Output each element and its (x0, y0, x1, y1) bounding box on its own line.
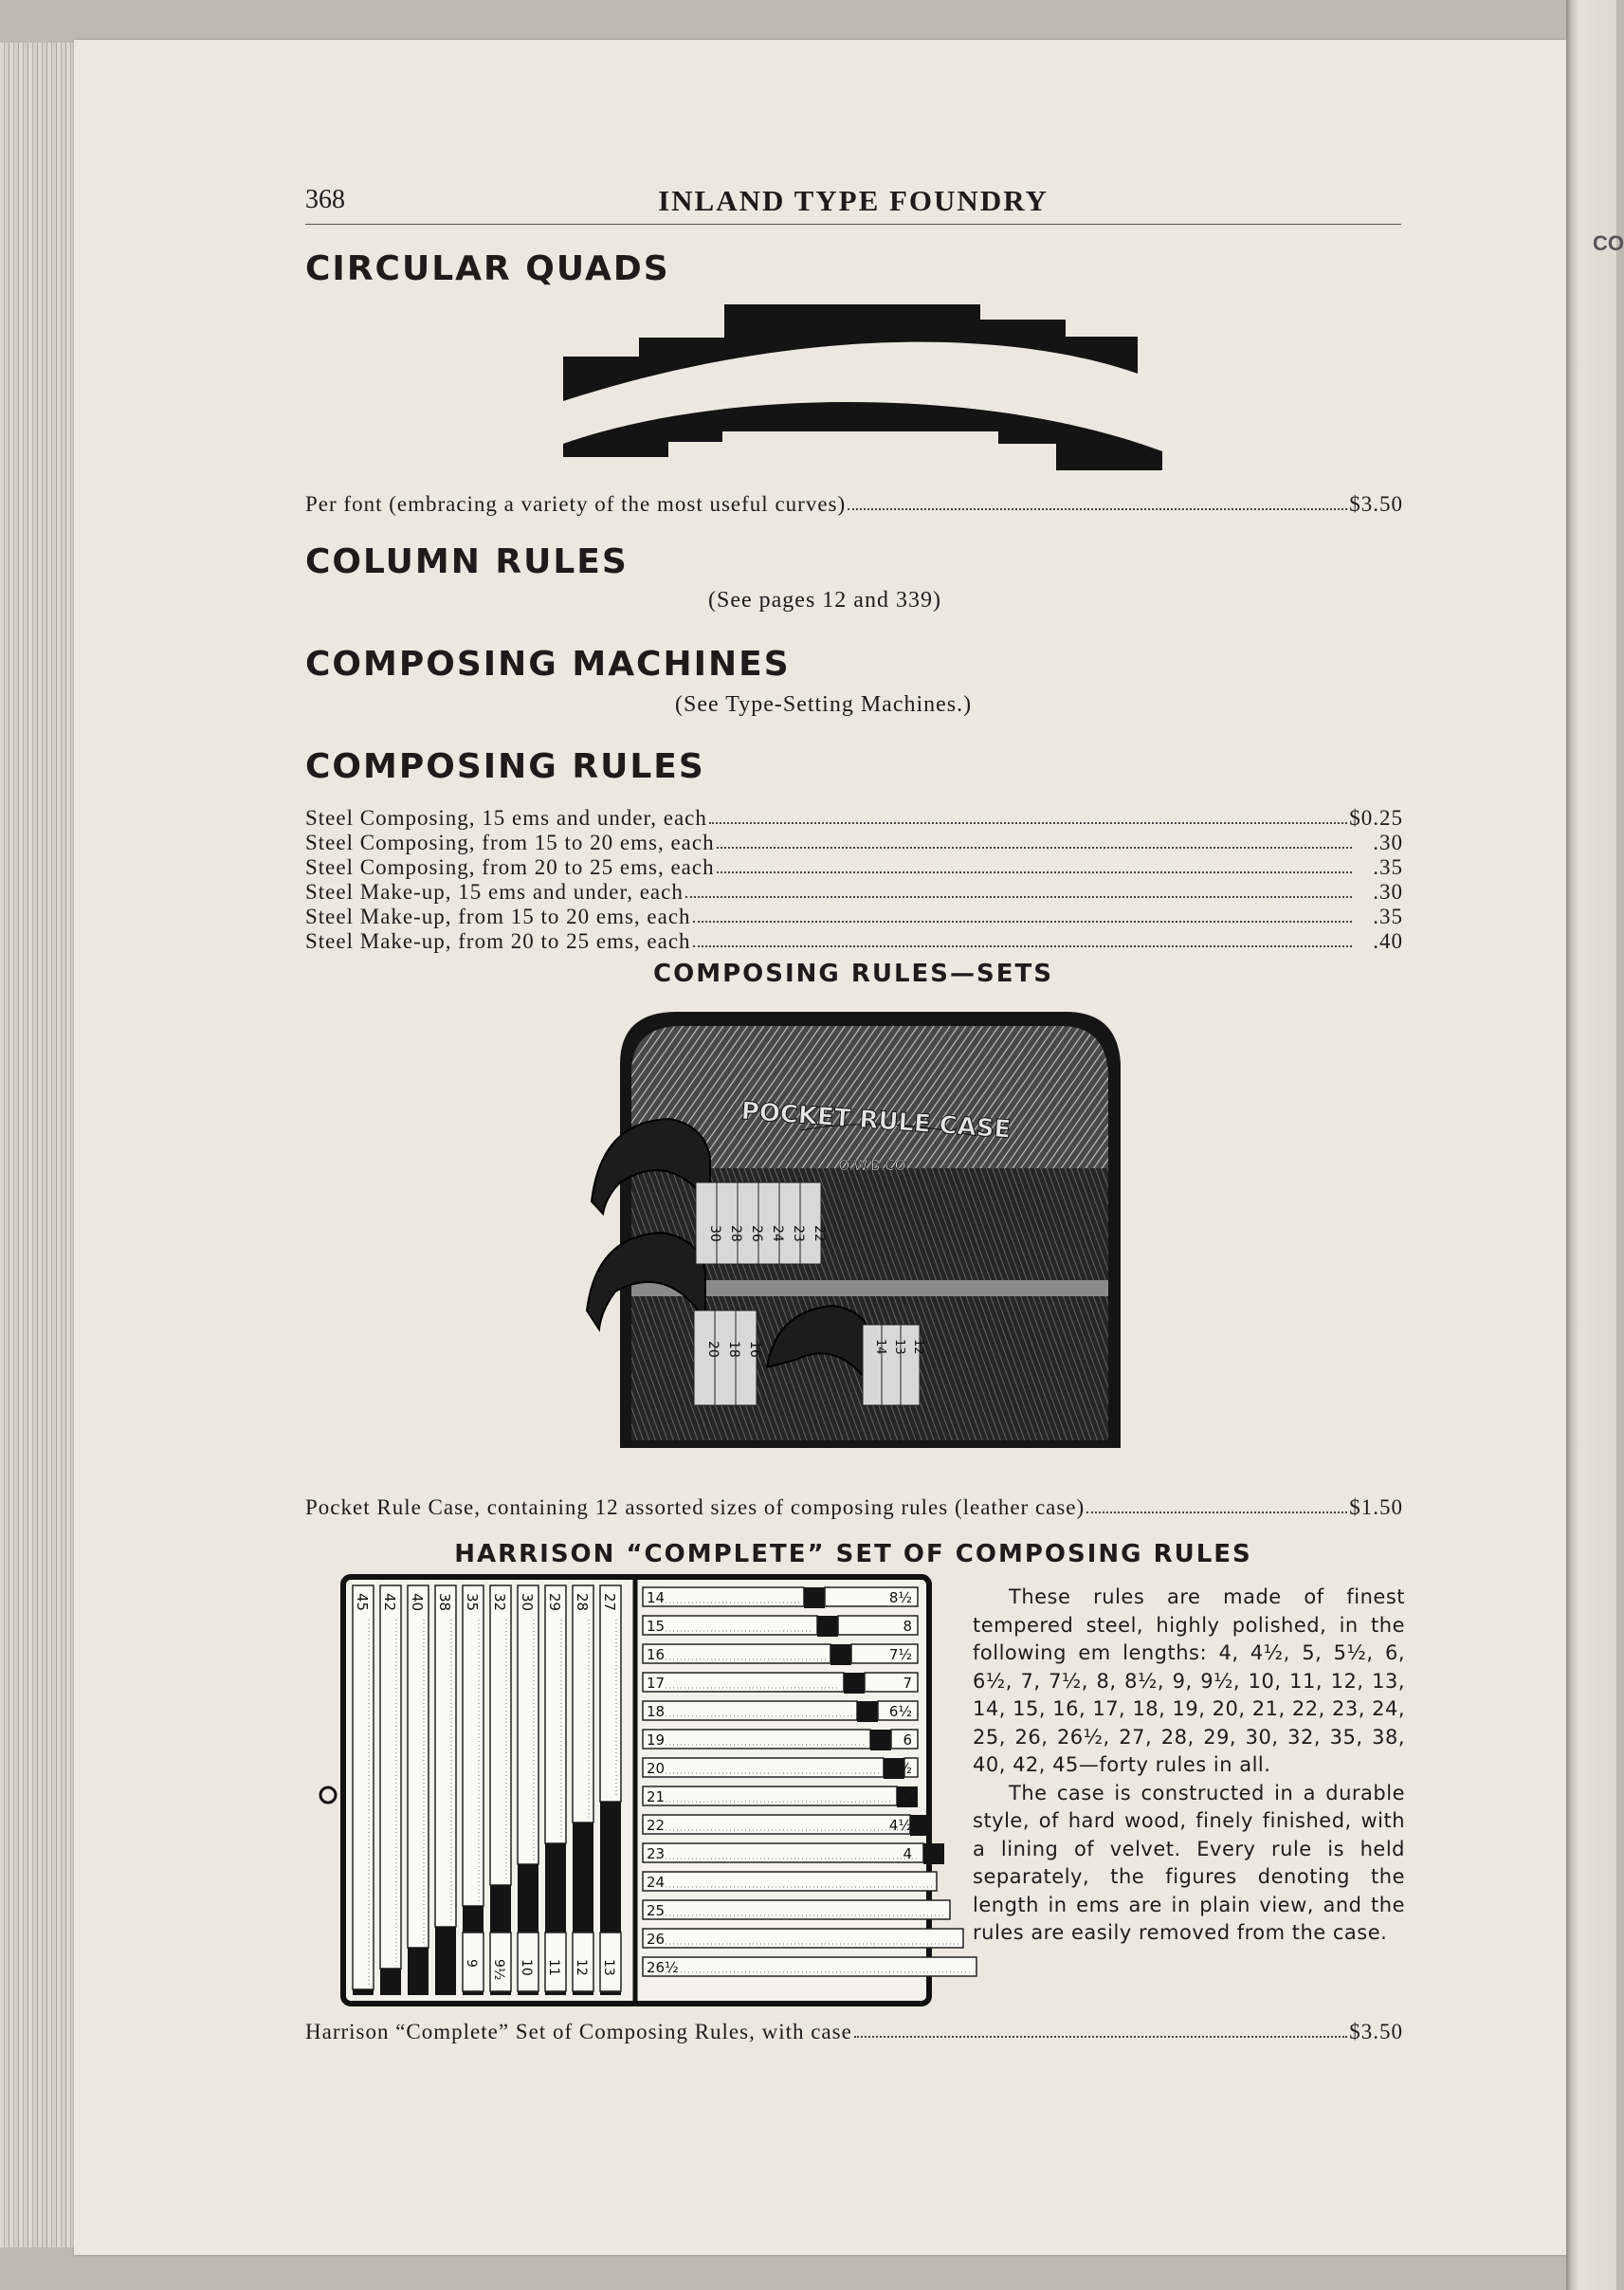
harrison-rule (643, 1929, 963, 1948)
harrison-rule-short (463, 1933, 484, 1991)
harrison-rule-short (545, 1933, 566, 1991)
rule-size-label: 10 (519, 1959, 534, 1976)
rule-size-label: 4 (903, 1845, 912, 1862)
rule-size-label: 45 (354, 1593, 371, 1612)
top-row-rules (696, 1182, 821, 1264)
rule-size-label: 32 (491, 1593, 508, 1612)
rule-size-label: 18 (647, 1703, 666, 1720)
facing-page-fragment: CO (1593, 231, 1624, 255)
rule-size-label: 30 (707, 1225, 722, 1242)
harrison-rule (643, 1730, 891, 1750)
harrison-rule-short (838, 1616, 918, 1635)
price-list-item: Steel Composing, from 15 to 20 ems, each .30 (305, 831, 1403, 854)
rule-size-label: 13 (892, 1339, 906, 1355)
harrison-rule (643, 1957, 976, 1976)
pocket-rule-case-price: $1.50 (1349, 1495, 1403, 1519)
rule-size-label: 6½ (888, 1703, 912, 1720)
rule-size-label: 42 (381, 1593, 398, 1612)
rule-size-label: 14 (647, 1589, 666, 1606)
rule-size-label: 23 (791, 1225, 806, 1242)
harrison-rule-short (825, 1587, 918, 1606)
harrison-rule-short (891, 1730, 918, 1749)
rule-size-label: 7½ (888, 1646, 912, 1663)
harrison-rule (643, 1616, 838, 1637)
harrison-rule (643, 1673, 865, 1694)
rule-size-label: 28 (728, 1225, 743, 1242)
harrison-rule-short (518, 1933, 538, 1991)
harrison-rule-short (865, 1673, 918, 1692)
column-rules-heading: COLUMN RULES (305, 542, 629, 581)
harrison-rule-short (903, 1845, 912, 1862)
harrison-rule (643, 1900, 950, 1919)
harrison-rule (643, 1701, 878, 1722)
circular-quads-price-label: Per font (embracing a variety of the most useful curves) (305, 492, 847, 516)
price-list-item: Steel Make-up, 15 ems and under, each .30 (305, 880, 1403, 904)
rule-size-label: 13 (601, 1959, 616, 1976)
rule-size-label: 16 (747, 1341, 762, 1358)
pocket-rule-case-price-line (305, 1495, 1403, 1520)
rule-size-label: 26½ (647, 1959, 679, 1976)
rule-size-label: 20 (647, 1760, 666, 1777)
harrison-price-line (305, 2020, 1403, 2044)
bottom-left-rules (694, 1310, 757, 1405)
harrison-rule (643, 1587, 825, 1608)
circular-quads-illustration (563, 302, 1162, 472)
bottom-left-labels (705, 1341, 762, 1358)
circular-quads-heading: CIRCULAR QUADS (305, 249, 670, 288)
harrison-rule-short (490, 1933, 511, 1991)
rule-size-label: 38 (436, 1593, 453, 1612)
harrison-rule-short (851, 1644, 918, 1663)
harrison-rule (643, 1644, 851, 1665)
harrison-rule-short (889, 1817, 912, 1834)
rule-size-label: 26 (749, 1225, 764, 1242)
harrison-rule (643, 1843, 944, 1864)
price-list-item: Steel Make-up, from 15 to 20 ems, each .35 (305, 905, 1403, 928)
price-list-item: Steel Make-up, from 20 to 25 ems, each .40 (305, 929, 1403, 953)
description-paragraph: The case is constructed in a durable style, of hard wood, finely finished, with a lining of velvet. Every rule is held separately, the figures denoting the length in ems are in plain view, and the rules are easily removed from the case. (973, 1781, 1405, 1944)
rule-size-label: 5½ (888, 1760, 912, 1777)
harrison-rule (643, 1758, 904, 1779)
rule-size-label: 22 (647, 1817, 666, 1834)
harrison-rule-short (600, 1933, 621, 1991)
rule-size-label: 19 (647, 1731, 666, 1749)
bottom-right-labels (873, 1339, 925, 1355)
rule-size-label: 7 (903, 1675, 912, 1692)
rule-size-label: 21 (647, 1788, 666, 1805)
harrison-rule-short (903, 1788, 912, 1805)
circular-quads-price-line (305, 492, 1403, 517)
harrison-rule-short (573, 1933, 593, 1991)
rule-size-label: 11 (546, 1959, 561, 1976)
rule-size-label: 29 (546, 1593, 563, 1612)
price-list-item: Steel Composing, from 20 to 25 ems, each .35 (305, 855, 1403, 879)
rule-size-label: 40 (409, 1593, 426, 1612)
rule-size-label: 4½ (888, 1817, 912, 1834)
rule-size-label: 23 (647, 1845, 666, 1862)
harrison-rule (408, 1585, 429, 1995)
rule-size-label: 12 (911, 1339, 925, 1355)
harrison-rule-short (878, 1701, 918, 1720)
rule-size-label: 28 (574, 1593, 591, 1612)
description-paragraph: These rules are made of finest tempered steel, highly polished, in the following em lengths: 4, 4½, 5, 5½, 6, 6½, 7, 7½, 8, 8½, 9, 9½, 10, 11, 12, 13, 14, 15, 16, 17, 18, 19, 20, 21, 22, 23, 24, 25, 26, 26½, 27, 28, 29, 30, 32, 35, 38, 40, 42, 45—forty rules in all. (973, 1585, 1405, 1776)
rule-size-label: 15 (647, 1618, 666, 1635)
case-title: POCKET RULE CASE (739, 1097, 1013, 1145)
rule-size-label: 17 (647, 1675, 666, 1692)
running-title: INLAND TYPE FOUNDRY (658, 184, 1049, 217)
rule-size-label: 8½ (888, 1589, 912, 1606)
rule-size-label: 16 (647, 1646, 666, 1663)
composing-rules-price-list (305, 806, 1403, 954)
composing-machines-heading: COMPOSING MACHINES (305, 645, 791, 684)
rule-size-label: 6 (903, 1731, 912, 1749)
harrison-rule (435, 1585, 456, 1995)
column-rules-note: (See pages 12 and 339) (708, 588, 941, 613)
page-edges (0, 43, 85, 2247)
facing-page-edge (1566, 0, 1624, 2290)
pocket-rule-case-illustration (582, 1007, 1128, 1448)
running-header (305, 178, 1401, 225)
rule-size-label: 5 (903, 1788, 912, 1805)
rule-size-label: 18 (726, 1341, 741, 1358)
rule-size-label: 9½ (491, 1959, 506, 1981)
page-content (305, 171, 1405, 2067)
case-maker: O.W.B.CO. (838, 1157, 910, 1174)
rule-size-label: 9 (464, 1959, 479, 1968)
rule-size-label: 25 (647, 1902, 666, 1919)
harrison-rule (643, 1815, 931, 1836)
rule-size-label: 20 (705, 1341, 721, 1358)
composing-rules-sets-heading: COMPOSING RULES—SETS (653, 960, 1053, 988)
composing-machines-note: (See Type-Setting Machines.) (675, 692, 973, 717)
harrison-description (973, 1584, 1405, 1948)
page-number: 368 (305, 185, 345, 214)
harrison-rule (353, 1585, 374, 1995)
rule-size-label: 27 (601, 1593, 618, 1612)
harrison-rule-short (889, 1758, 918, 1777)
rule-size-label: 30 (519, 1593, 536, 1612)
rule-size-label: 24 (647, 1874, 666, 1891)
harrison-rule (643, 1786, 918, 1807)
harrison-case-illustration (315, 1572, 931, 2008)
harrison-set-heading: HARRISON “COMPLETE” SET OF COMPOSING RULES (454, 1540, 1252, 1568)
rule-size-label: 24 (770, 1225, 785, 1242)
harrison-rule (643, 1872, 937, 1891)
rule-size-label: 22 (812, 1225, 827, 1242)
circular-quads-price: $3.50 (1349, 492, 1403, 516)
price-list-item: Steel Composing, 15 ems and under, each $0.25 (305, 806, 1403, 830)
pocket-rule-case-price-label: Pocket Rule Case, containing 12 assorted sizes of composing rules (leather case) (305, 1495, 1086, 1519)
harrison-price: $3.50 (1349, 2020, 1403, 2043)
rule-size-label: 26 (647, 1931, 666, 1948)
rule-size-label: 8 (903, 1618, 912, 1635)
harrison-rule (380, 1585, 401, 1995)
bottom-right-rules (863, 1325, 920, 1405)
harrison-price-label: Harrison “Complete” Set of Composing Rules, with case (305, 2020, 852, 2043)
rule-size-label: 35 (464, 1593, 481, 1612)
rule-size-label: 14 (873, 1339, 887, 1355)
composing-rules-heading: COMPOSING RULES (305, 747, 705, 786)
rule-size-label: 12 (574, 1959, 589, 1976)
